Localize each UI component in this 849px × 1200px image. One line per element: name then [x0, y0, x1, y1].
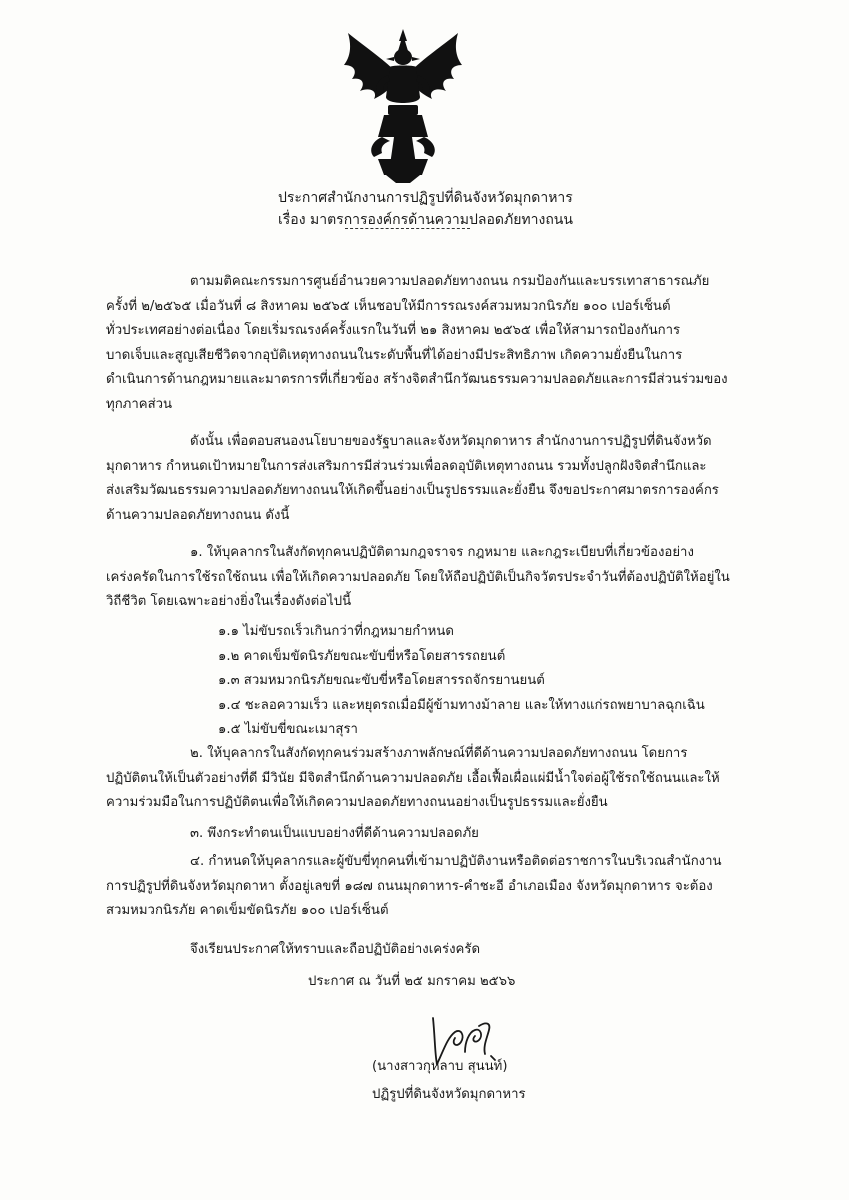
text-line: วิถีชีวิต โดยเฉพาะอย่างยิ่งในเรื่องดังต่อไปนี้: [106, 594, 352, 610]
announcement-heading: ประกาศสำนักงานการปฏิรูปที่ดินจังหวัดมุกดาหาร: [278, 190, 573, 206]
text-line: ปฏิบัติตนให้เป็นตัวอย่างที่ดี มีวินัย มีจิตสำนึกด้านความปลอดภัย เอื้อเฟื้อเผื่อแผ่มีน้ำใจต่อผู้ใช้รถใช้ถนนและให้: [106, 770, 720, 786]
list-item: ๑.๑ ไม่ขับรถเร็วเกินกว่าที่กฎหมายกำหนด: [218, 624, 454, 639]
list-item: ๑.๔ ชะลอความเร็ว และหยุดรถเมื่อมีผู้ข้ามทางม้าลาย และให้ทางแก่รถพยาบาลฉุกเฉิน: [218, 697, 705, 713]
measure-item-3: [106, 822, 766, 847]
subject-line: เรื่อง มาตรการองค์กรด้านความปลอดภัยทางถนน: [278, 212, 573, 228]
signatory-title: ปฏิรูปที่ดินจังหวัดมุกดาหาร: [372, 1087, 526, 1102]
text-line: ด้านความปลอดภัยทางถนน ดังนี้: [106, 507, 290, 523]
measure-item-2: [106, 742, 766, 816]
text-line: ส่งเสริมวัฒนธรรมความปลอดภัยทางถนนให้เกิดขึ้นอย่างเป็นรูปธรรมและยั่งยืน จึงขอประกาศมาตรการองค์กร: [106, 483, 719, 499]
announcement-date: ประกาศ ณ วันที่ ๒๕ มกราคม ๒๕๖๖: [308, 974, 516, 989]
text-line: ๔. กำหนดให้บุคลากรและผู้ขับขี่ทุกคนที่เข้ามาปฏิบัติงานหรือติดต่อราชการในบริเวณสำนักงาน: [190, 854, 722, 869]
text-line: ๑. ให้บุคลากรในสังกัดทุกคนปฏิบัติตามกฎจราจร กฎหมาย และกฎระเบียบที่เกี่ยวข้องอย่าง: [190, 545, 694, 560]
text-line: ๓. พึงกระทำตนเป็นแบบอย่างที่ดีด้านความปลอดภัย: [190, 826, 479, 841]
list-item: ๑.๕ ไม่ขับขี่ขณะเมาสุรา: [218, 722, 358, 738]
text-line: การปฏิรูปที่ดินจังหวัดมุกดาหา ตั้งอยู่เลขที่ ๑๘๗ ถนนมุกดาหาร-คำชะอี อำเภอเมือง จังหวัดมุกดาหาร จะต้อง: [106, 878, 713, 894]
header-divider: [345, 228, 470, 229]
list-item: ๑.๒ คาดเข็มขัดนิรภัยขณะขับขี่หรือโดยสารรถยนต์: [218, 648, 506, 664]
closing-statement: จึงเรียนประกาศให้ทราบและถือปฏิบัติอย่างเคร่งครัด: [190, 942, 481, 957]
text-line: ๒. ให้บุคลากรในสังกัดทุกคนร่วมสร้างภาพลักษณ์ที่ดีด้านความปลอดภัยทางถนน โดยการ: [190, 746, 688, 761]
signatory-name: (นางสาวกุหลาบ สุนนท์): [372, 1059, 508, 1074]
text-line: ทั่วประเทศอย่างต่อเนื่อง โดยเริ่มรณรงค์ครั้งแรกในวันที่ ๒๑ สิงหาคม ๒๕๖๕ เพื่อให้สามารถป้องกันการ: [106, 323, 681, 339]
paragraph-therefore: [106, 430, 766, 528]
text-line: ตามมติคณะกรรมการศูนย์อำนวยความปลอดภัยทางถนน กรมป้องกันและบรรเทาสาธารณภัย: [190, 274, 710, 289]
measure-item-1: [106, 541, 766, 615]
measure-subitems: [106, 620, 766, 743]
paragraph-intro: [106, 270, 766, 418]
text-line: ทุกภาคส่วน: [106, 396, 173, 412]
text-line: ความร่วมมือในการปฏิบัติตนเพื่อให้เกิดความปลอดภัยทางถนนอย่างเป็นรูปธรรมและยั่งยืน: [106, 795, 608, 811]
text-line: ดังนั้น เพื่อตอบสนองนโยบายของรัฐบาลและจังหวัดมุกดาหาร สำนักงานการปฏิรูปที่ดินจังหวัด: [190, 434, 712, 449]
text-line: เคร่งครัดในการใช้รถใช้ถนน เพื่อให้เกิดความปลอดภัย โดยให้ถือปฏิบัติเป็นกิจวัตรประจำวันที่ต้องปฏิบัติให้อยู่ใน: [106, 569, 730, 585]
text-line: มุกดาหาร กำหนดเป้าหมายในการส่งเสริมการมีส่วนร่วมเพื่อลดอุบัติเหตุทางถนน รวมทั้งปลูกฝังจิตสำนึกและ: [106, 458, 707, 474]
garuda-emblem-icon: [338, 25, 468, 185]
list-item: ๑.๓ สวมหมวกนิรภัยขณะขับขี่หรือโดยสารรถจักรยานยนต์: [218, 673, 545, 689]
text-line: ดำเนินการด้านกฎหมายและมาตรการที่เกี่ยวข้อง สร้างจิตสำนึกวัฒนธรรมความปลอดภัยและการมีส่วนร่วมของ: [106, 372, 728, 388]
measure-item-4: [106, 850, 766, 924]
text-line: บาดเจ็บและสูญเสียชีวิตจากอุบัติเหตุทางถนนในระดับพื้นที่ได้อย่างมีประสิทธิภาพ เกิดความยั่งยืนในการ: [106, 347, 683, 363]
text-line: สวมหมวกนิรภัย คาดเข็มขัดนิรภัย ๑๐๐ เปอร์เซ็นต์: [106, 903, 389, 919]
text-line: ครั้งที่ ๒/๒๕๖๕ เมื่อวันที่ ๘ สิงหาคม ๒๕๖๕ เห็นชอบให้มีการรณรงค์สวมหมวกนิรภัย ๑๐๐ เปอร์เซ็นต์: [106, 298, 671, 314]
